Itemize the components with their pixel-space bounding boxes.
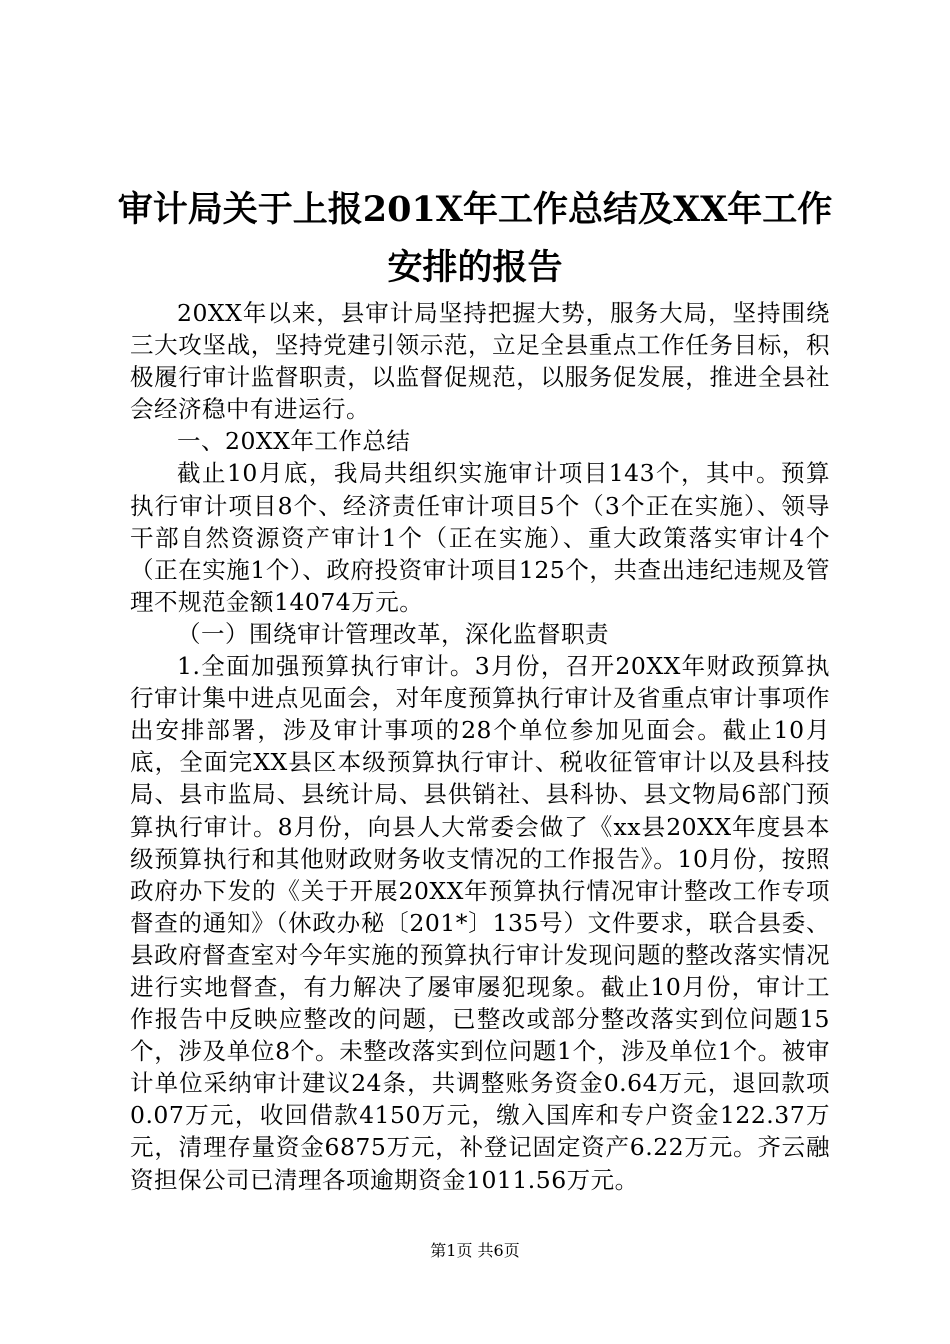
section-heading: 一、20XX年工作总结 bbox=[177, 427, 411, 456]
intro-paragraph: 20XX年以来，县审计局坚持把握大势，服务大局，坚持围绕三大攻坚战，坚持党建引领示范，立足全县重点工作任务目标，积极履行审计监督职责，以监督促规范，以服务促发展，推进全县社会经济稳中有进运行。 bbox=[130, 299, 830, 424]
summary-paragraph: 截止10月底，我局共组织实施审计项目143个，其中。预算执行审计项目8个、经济责任审计项目5个（3个正在实施）、领导干部自然资源资产审计1个（正在实施）、重大政策落实审计4个（正在实施1个）、政府投资审计项目125个，共查出违纪违规及管理不规范金额14074万元。 bbox=[130, 459, 830, 616]
page-number-footer: 第1页 共6页 bbox=[430, 1241, 520, 1260]
budget-audit-paragraph: 1.全面加强预算执行审计。3月份，召开20XX年财政预算执行审计集中进点见面会，对年度预算执行审计及省重点审计事项作出安排部署，涉及审计事项的28个单位参加见面会。截止10月底，全面完XX县区本级预算执行审计、税收征管审计以及县科技局、县市监局、县统计局、县供销社、县科协、县文物局6部门预算执行审计。8月份，向县人大常委会做了《xx县20XX年度县本级预算执行和其他财政财务收支情况的工作报告》。10月份，按照政府办下发的《关于开展20XX年预算执行情况审计整改工作专项督查的通知》（休政办秘〔201*〕135号）文件要求，联合县委、县政府督查室对今年实施的预算执行审计发现问题的整改落实情况进行实地督查，有力解决了屡审屡犯现象。截止10月份，审计工作报告中反映应整改的问题，已整改或部分整改落实到位问题15个，涉及单位8个。未整改落实到位问题1个，涉及单位1个。被审计单位采纳审计建议24条，共调整账务资金0.64万元，退回款项0.07万元，收回借款4150万元，缴入国库和专户资金122.37万元，清理存量资金6875万元，补登记固定资产6.22万元。齐云融资担保公司已清理各项逾期资金1011.56万元。 bbox=[130, 652, 830, 1194]
document-title-line-1: 审计局关于上报201X年工作总结及XX年工作 bbox=[117, 189, 833, 230]
document-title-line-2: 安排的报告 bbox=[387, 247, 563, 288]
subsection-heading: （一）围绕审计管理改革，深化监督职责 bbox=[177, 619, 609, 648]
document-body bbox=[130, 297, 830, 1196]
